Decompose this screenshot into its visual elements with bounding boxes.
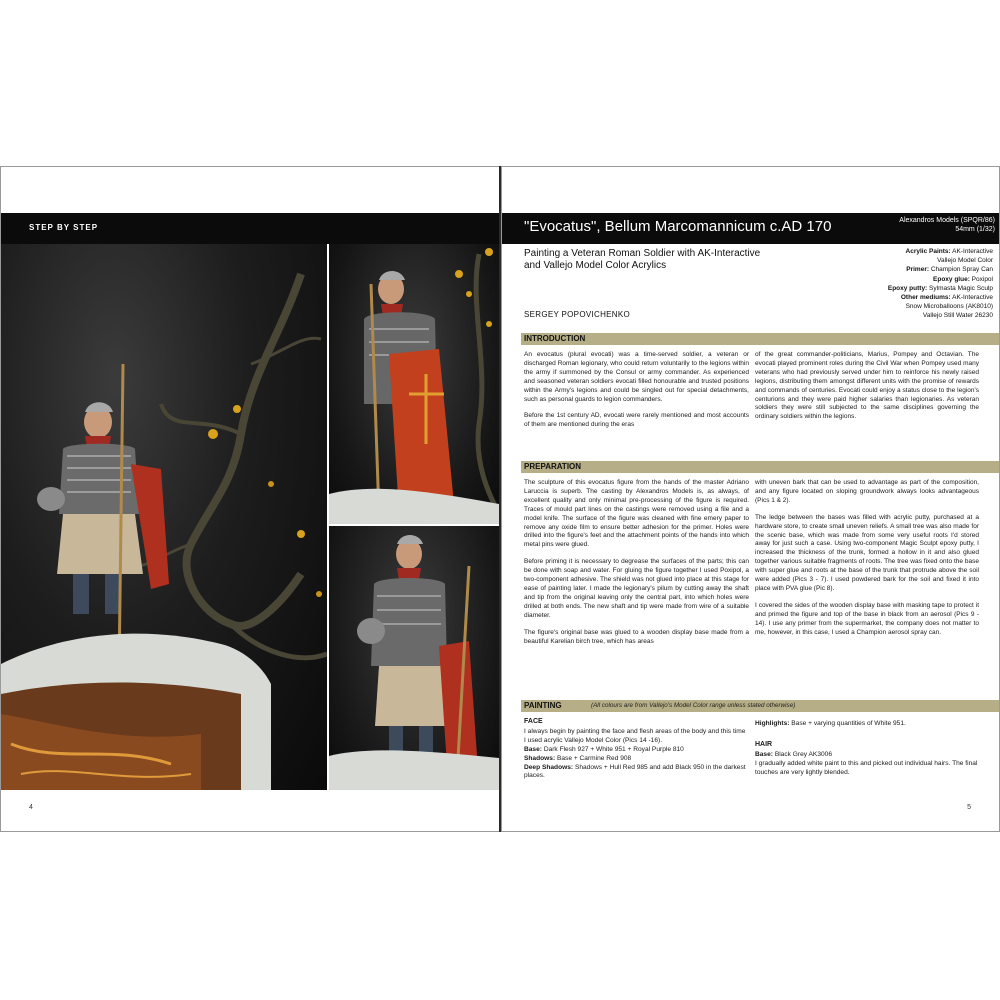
material-row xyxy=(833,311,993,320)
material-label: Epoxy putty: xyxy=(887,284,928,292)
material-value: Champion Spray Can xyxy=(930,266,993,274)
material-value: AK-Interactive xyxy=(952,248,993,255)
photo-soldier-full-figure xyxy=(1,244,327,790)
material-label: Primer: xyxy=(906,266,930,274)
paragraph: of the great commander-politicians, Marius, Pompey and Octavian. The evocati played prominent roles during the Civil War when Pompey used many veterans who had previously served under him to reinforce his newly raised legions, distributing them amongst different units with the promise of rewards and commands of centuries. Evocati could enjoy a status close to the legion's centurions and they were paid higher salaries than legionaries. As veteran soldiers they were still subjected to the same disciplines governing the ordinary soldiers within the legions. xyxy=(755,351,979,421)
paragraph: Before the 1st century AD, evocati were rarely mentioned and most accounts of them are mentioned during the eras xyxy=(524,412,749,429)
face-intro: I always begin by painting the face and flesh areas of the body and this time I used acrylic Vallejo Model Color (Pics 14 -16). xyxy=(524,727,746,744)
author-byline: SERGEY POPOVICHENKO xyxy=(524,310,631,319)
recipe-value: Base + Carmine Red 908 xyxy=(556,754,632,762)
page-number-right: 5 xyxy=(967,804,971,811)
recipe-row xyxy=(524,755,749,764)
paragraph: with uneven bark that can be used to advantage as part of the composition, and any figure located on sloping groundwork always looks advantageous (Pics 1 & 2). xyxy=(755,479,979,504)
article-subtitle xyxy=(524,248,834,272)
introduction-column-left xyxy=(524,351,749,438)
material-row xyxy=(833,265,993,274)
material-value: Sylmasta Magic Sculp xyxy=(929,284,993,292)
material-value: Poxipol xyxy=(971,275,993,283)
material-label: Epoxy glue: xyxy=(933,275,970,283)
soldier-diorama-image xyxy=(1,244,327,790)
material-value: AK-Interactive xyxy=(952,294,993,302)
article-title: "Evocatus", Bellum Marcomannicum c.AD 170 xyxy=(524,218,832,235)
material-row xyxy=(833,293,993,302)
recipe-label: Deep Shadows: xyxy=(524,763,574,771)
kit-manufacturer: Alexandros Models (SPQR/86) xyxy=(899,217,995,224)
paragraph: An evocatus (plural evocati) was a time-served soldier, a veteran or discharged Roman legionary, who could return voluntarily to the legions within the army if summoned by the Consul or army commander. As experienced and seasoned veteran soldiers evocati filled honourable and trusted positions within the Army's legions and could be singled out for special detachments, such as personal guards to legion commanders. xyxy=(524,351,749,403)
material-row xyxy=(833,256,993,265)
materials-list xyxy=(833,247,993,321)
photo-soldier-bust xyxy=(329,244,499,524)
material-label: Acrylic Paints: xyxy=(905,248,951,255)
magazine-spread xyxy=(0,166,1000,832)
introduction-heading: INTRODUCTION xyxy=(524,334,586,343)
section-tag: STEP BY STEP xyxy=(29,223,99,232)
recipe-row xyxy=(755,751,979,760)
page-number-left: 4 xyxy=(29,804,33,811)
recipe-row xyxy=(524,764,749,782)
material-value: Vallejo Model Color xyxy=(937,257,993,265)
hair-text: I gradually added white paint to this and picked out individual hairs. The final touches are very lightly blended. xyxy=(755,759,978,776)
kit-scale: 54mm (1/32) xyxy=(955,226,995,233)
header-band-left xyxy=(1,213,499,244)
recipe-value: Shadows + Hull Red 985 and add Black 950 in the darkest places. xyxy=(524,763,746,780)
painting-face-column xyxy=(524,718,749,781)
recipe-label: Shadows: xyxy=(524,754,556,762)
subtitle-line: Painting a Veteran Roman Soldier with AK-Interactive xyxy=(524,248,761,259)
preparation-heading-bar xyxy=(521,461,999,473)
recipe-value: Dark Flesh 927 + White 951 + Royal Purple 810 xyxy=(543,745,684,753)
introduction-column-right xyxy=(755,351,979,430)
recipe-row xyxy=(524,746,749,755)
soldier-bust-image xyxy=(329,244,499,524)
material-row xyxy=(833,247,993,256)
painting-note: (All colours are from Vallejo's Model Color range unless stated otherwise) xyxy=(591,702,796,709)
material-row xyxy=(833,284,993,293)
preparation-column-right xyxy=(755,479,979,646)
photo-soldier-three-quarter xyxy=(329,526,499,790)
subtitle-line: and Vallejo Model Color Acrylics xyxy=(524,260,667,271)
material-label: Other mediums: xyxy=(900,294,951,302)
material-value: Snow Microballoons (AK8010) xyxy=(905,303,993,311)
recipe-label: Base: xyxy=(524,745,542,753)
paragraph: The ledge between the bases was filled with acrylic putty, purchased at a hardware store, to create small uneven reliefs. A small tree was also made for the scenic base, which was made from some very useful roots I'd stored away for just such a case. Using two-component Magic Sculpt epoxy putty, I increased the thickness of the trunk, formed a hollow in it and also glued together various suitable fragments of roots. The tree was fixed onto the base with super glue and roots at the base of the trunk that protrude above the soil were added (Pics 3 - 7). I used powdered bark for the soil and fixed it into place with PVA glue (Pic 8). xyxy=(755,513,979,592)
preparation-heading: PREPARATION xyxy=(524,462,582,471)
recipe-value: Base + varying quantities of White 951. xyxy=(791,720,906,727)
recipe-row xyxy=(755,720,979,729)
paragraph: Before priming it is necessary to degrease the surfaces of the parts; this can be done with soap and water. For gluing the figure together I used Poxipol, a two-component adhesive. The shield was not glued into place at this stage for ease of painting later. I made the legionary's pilum by cutting away the shaft and tip from the original leaving only the central part, into which holes were drilled at both ends. The new shaft and tip were made from wire of a suitable diameter. xyxy=(524,558,749,619)
material-value: Vallejo Still Water 26230 xyxy=(922,312,993,320)
recipe-label: Highlights: xyxy=(755,720,790,727)
left-page xyxy=(0,166,500,832)
painting-hair-column xyxy=(755,720,979,778)
soldier-three-quarter-image xyxy=(329,526,499,790)
paragraph: The sculpture of this evocatus figure from the hands of the master Adriano Laruccia is superb. The casting by Alexandros Models is, as always, of excellent quality and only minimal pre-processing of the figure is required. Traces of mould part lines on the castings were removed using a file and a model knife. The surface of the figure was cleaned with fine emery paper to remove any oxide film to ensure better adhesion for the primer. Holes were drilled into the figure's feet and the attachment points of the hands into which metal pins were glued. xyxy=(524,479,749,549)
painting-heading: PAINTING xyxy=(524,701,562,710)
introduction-heading-bar xyxy=(521,333,999,345)
face-subheading: FACE xyxy=(524,718,543,725)
material-row xyxy=(833,302,993,311)
paragraph: The figure's original base was glued to a wooden display base made from a beautiful Karelian birch tree, which has areas xyxy=(524,628,749,645)
right-page xyxy=(501,166,1000,832)
hair-subheading: HAIR xyxy=(755,740,773,748)
painting-heading-bar xyxy=(521,700,999,712)
preparation-column-left xyxy=(524,479,749,654)
recipe-label: Base: xyxy=(755,750,773,758)
recipe-value: Black Grey AK3006 xyxy=(774,750,832,758)
paragraph: I covered the sides of the wooden display base with masking tape to protect it and primed the figure and top of the base in black from an aerosol (Pics 9 - 14). I use any primer from the supermarket, the company does not matter to me, however, in this case, I used a Champion aerosol spray can. xyxy=(755,601,979,636)
material-row xyxy=(833,275,993,284)
kit-spec xyxy=(899,216,995,234)
